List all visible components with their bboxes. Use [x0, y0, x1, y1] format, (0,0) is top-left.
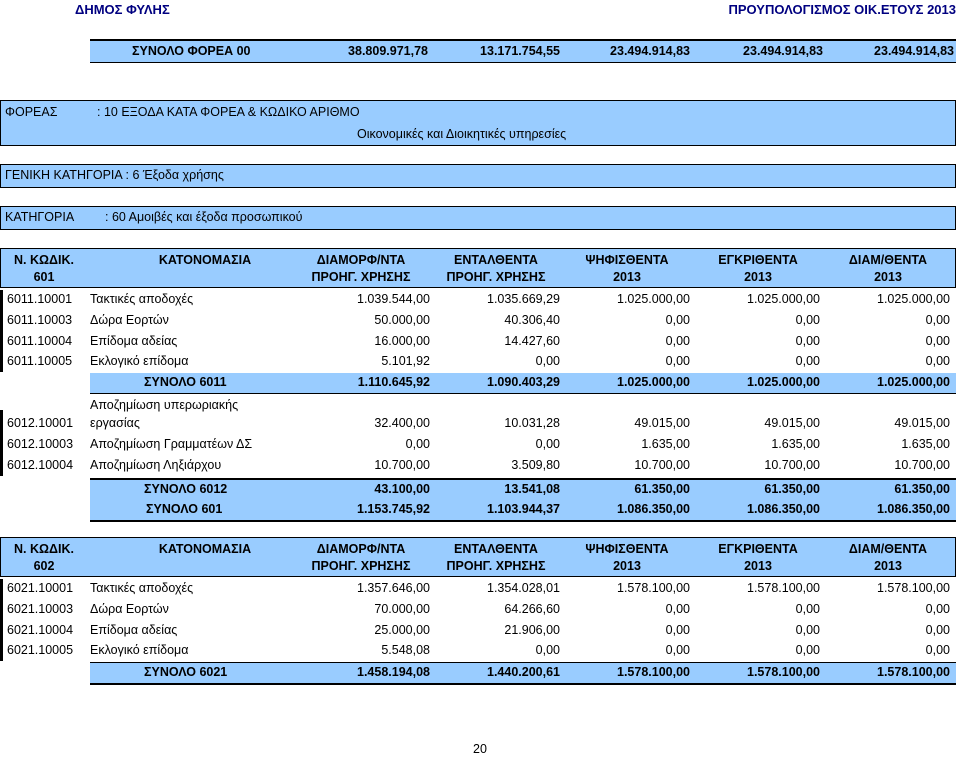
table-row: [0, 332, 956, 352]
row-code: 6011.10001: [7, 292, 73, 306]
total-value: 1.025.000,00: [877, 375, 950, 389]
row-value: 0,00: [795, 623, 820, 637]
entity-box: [0, 100, 956, 146]
total-label: ΣΥΝΟΛΟ 6012: [144, 482, 228, 496]
row-value: 0,00: [925, 623, 950, 637]
row-value: 5.101,92: [381, 354, 430, 368]
col-c2-header: ΕΝΤΑΛΘΕΝΤΑ: [454, 542, 538, 556]
table-row: [0, 352, 956, 372]
table-row: [0, 290, 956, 310]
section-code-602: 602: [33, 559, 55, 573]
row-value: 1.578.100,00: [747, 581, 820, 595]
row-value: 32.400,00: [374, 416, 430, 430]
row-name: Δώρα Εορτών: [90, 602, 169, 616]
row-value: 0,00: [405, 437, 430, 451]
row-value: 1.035.669,29: [487, 292, 560, 306]
col-c5-subheader: 2013: [874, 559, 902, 573]
row-code: 6021.10005: [7, 643, 74, 657]
row-name: εργασίας: [90, 416, 140, 430]
row-value: 0,00: [795, 354, 820, 368]
total-value: 1.440.200,61: [487, 665, 560, 679]
row-value: 49.015,00: [634, 416, 690, 430]
row-value: 1.025.000,00: [877, 292, 950, 306]
row-value: 3.509,80: [511, 458, 560, 472]
row-name: Τακτικές αποδοχές: [90, 292, 194, 306]
total-value: 1.578.100,00: [747, 665, 820, 679]
col-c4-header: ΕΓΚΡΙΘΕΝΤΑ: [718, 542, 798, 556]
total-value: 1.578.100,00: [877, 665, 950, 679]
category-label: ΚΑΤΗΓΟΡΙΑ: [5, 210, 75, 224]
row-value: 14.427,60: [504, 334, 560, 348]
row-value: 1.635,00: [641, 437, 690, 451]
row-value: 0,00: [795, 602, 820, 616]
col-c3-subheader: 2013: [613, 270, 641, 284]
total-value: 1.458.194,08: [357, 665, 430, 679]
row-value: 49.015,00: [764, 416, 820, 430]
row-value: 10.031,28: [504, 416, 560, 430]
row-value: 0,00: [535, 437, 560, 451]
row-value: 70.000,00: [374, 602, 430, 616]
table-row: [0, 396, 956, 432]
table-row: [0, 311, 956, 331]
row-code: 6021.10001: [7, 581, 74, 595]
col-c5-subheader: 2013: [874, 270, 902, 284]
total-value: 1.086.350,00: [747, 502, 820, 516]
row-name: Εκλογικό επίδομα: [90, 354, 189, 368]
row-name-line1: Αποζημίωση υπερωριακής: [90, 398, 239, 412]
row-name: Τακτικές αποδοχές: [90, 581, 194, 595]
row-value: 10.700,00: [764, 458, 820, 472]
row-value: 0,00: [925, 313, 950, 327]
row-name: Εκλογικό επίδομα: [90, 643, 189, 657]
row-value: 1.357.646,00: [357, 581, 430, 595]
row-value: 49.015,00: [894, 416, 950, 430]
table-row: [0, 435, 956, 455]
row-code: 6011.10003: [7, 313, 73, 327]
row-value: 1.039.544,00: [357, 292, 430, 306]
row-value: 1.578.100,00: [877, 581, 950, 595]
total-value: 61.350,00: [894, 482, 950, 496]
entity-total-label: ΣΥΝΟΛΟ ΦΟΡΕΑ 00: [132, 44, 251, 58]
col-c4-subheader: 2013: [744, 270, 772, 284]
row-value: 0,00: [665, 602, 690, 616]
total-value: 61.350,00: [634, 482, 690, 496]
col-c1-subheader: ΠΡΟΗΓ. ΧΡΗΣΗΣ: [311, 270, 411, 284]
total-value: 1.110.645,92: [357, 375, 430, 389]
row-value: 0,00: [795, 334, 820, 348]
row-value: 1.635,00: [771, 437, 820, 451]
entity-total-value-1: 38.809.971,78: [348, 44, 428, 58]
col-c2-header: ΕΝΤΑΛΘΕΝΤΑ: [454, 253, 538, 267]
column-header-602: [0, 537, 956, 577]
row-code: 6011.10004: [7, 334, 73, 348]
section-code-601: 601: [33, 270, 55, 284]
row-value: 0,00: [925, 354, 950, 368]
row-value: 5.548,08: [381, 643, 430, 657]
row-value: 21.906,00: [504, 623, 560, 637]
total-value: 43.100,00: [374, 482, 430, 496]
total-value: 1.025.000,00: [747, 375, 820, 389]
entity-total-value-4: 23.494.914,83: [743, 44, 823, 58]
row-value: 0,00: [925, 602, 950, 616]
col-name-header: ΚΑΤΟΝΟΜΑΣΙΑ: [158, 542, 252, 556]
total-value: 1.103.944,37: [487, 502, 560, 516]
category-value: : 60 Αμοιβές και έξοδα προσωπικού: [105, 210, 303, 224]
row-code: 6012.10003: [7, 437, 74, 451]
row-value: 0,00: [665, 334, 690, 348]
total-6012-row: [90, 478, 956, 501]
total-label: ΣΥΝΟΛΟ 6011: [144, 375, 227, 389]
col-code-header: Ν. ΚΩΔΙΚ.: [14, 542, 74, 556]
category-box: [0, 206, 956, 230]
row-name: Δώρα Εορτών: [90, 313, 169, 327]
row-value: 16.000,00: [374, 334, 430, 348]
row-value: 10.700,00: [374, 458, 430, 472]
col-code-header: Ν. ΚΩΔΙΚ.: [14, 253, 74, 267]
row-value: 1.025.000,00: [617, 292, 690, 306]
entity-total-value-3: 23.494.914,83: [610, 44, 690, 58]
total-value: 1.090.403,29: [487, 375, 560, 389]
row-value: 0,00: [665, 623, 690, 637]
col-c5-header: ΔΙΑΜ/ΘΕΝΤΑ: [848, 253, 928, 267]
total-value: 1.086.350,00: [617, 502, 690, 516]
row-value: 50.000,00: [374, 313, 430, 327]
budget-title: ΠΡΟΥΠΟΛΟΓΙΣΜΟΣ ΟΙΚ.ΕΤΟΥΣ 2013: [728, 2, 956, 17]
general-category-text: ΓΕΝΙΚΗ ΚΑΤΗΓΟΡΙΑ : 6 Έξοδα χρήσης: [5, 168, 224, 182]
row-name: Αποζημίωση Γραμματέων ΔΣ: [90, 437, 253, 451]
col-c3-header: ΨΗΦΙΣΘΕΝΤΑ: [585, 253, 669, 267]
total-value: 1.086.350,00: [877, 502, 950, 516]
row-code: 6021.10003: [7, 602, 74, 616]
total-6011-row: [90, 373, 956, 394]
total-value: 1.025.000,00: [617, 375, 690, 389]
row-value: 10.700,00: [634, 458, 690, 472]
total-601-row: [90, 500, 956, 522]
col-name-header: ΚΑΤΟΝΟΜΑΣΙΑ: [158, 253, 252, 267]
entity-total-value-2: 13.171.754,55: [480, 44, 560, 58]
total-label: ΣΥΝΟΛΟ 6021: [144, 665, 228, 679]
row-value: 0,00: [665, 643, 690, 657]
row-value: 40.306,40: [504, 313, 560, 327]
total-value: 13.541,08: [504, 482, 560, 496]
row-value: 1.635,00: [901, 437, 950, 451]
table-row: [0, 621, 956, 641]
row-value: 0,00: [795, 313, 820, 327]
col-c2-subheader: ΠΡΟΗΓ. ΧΡΗΣΗΣ: [446, 270, 546, 284]
total-6021-row: [90, 662, 956, 685]
row-value: 0,00: [665, 313, 690, 327]
total-value: 1.153.745,92: [357, 502, 430, 516]
row-code: 6012.10004: [7, 458, 74, 472]
col-c5-header: ΔΙΑΜ/ΘΕΝΤΑ: [848, 542, 928, 556]
table-row: [0, 456, 956, 476]
row-value: 0,00: [535, 643, 560, 657]
row-code: 6021.10004: [7, 623, 74, 637]
row-value: 0,00: [925, 643, 950, 657]
row-value: 0,00: [925, 334, 950, 348]
page-number: 20: [473, 742, 487, 756]
row-value: 0,00: [535, 354, 560, 368]
total-value: 1.578.100,00: [617, 665, 690, 679]
col-c1-header: ΔΙΑΜΟΡΦ/ΝΤΑ: [316, 253, 406, 267]
total-label: ΣΥΝΟΛΟ 601: [146, 502, 223, 516]
row-name: Αποζημίωση Ληξιάρχου: [90, 458, 222, 472]
municipality-title: ΔΗΜΟΣ ΦΥΛΗΣ: [75, 2, 170, 17]
table-row: [0, 600, 956, 620]
table-row: [0, 641, 956, 661]
col-c3-subheader: 2013: [613, 559, 641, 573]
total-value: 61.350,00: [764, 482, 820, 496]
entity-total-value-5: 23.494.914,83: [874, 44, 954, 58]
row-value: 25.000,00: [374, 623, 430, 637]
entity-label: ΦΟΡΕΑΣ: [5, 105, 58, 119]
col-c1-subheader: ΠΡΟΗΓ. ΧΡΗΣΗΣ: [311, 559, 411, 573]
col-c2-subheader: ΠΡΟΗΓ. ΧΡΗΣΗΣ: [446, 559, 546, 573]
col-c4-header: ΕΓΚΡΙΘΕΝΤΑ: [718, 253, 798, 267]
col-c3-header: ΨΗΦΙΣΘΕΝΤΑ: [585, 542, 669, 556]
row-code: 6011.10005: [7, 354, 73, 368]
row-name: Επίδομα αδείας: [90, 623, 178, 637]
row-code: 6012.10001: [7, 416, 74, 430]
table-row: [0, 579, 956, 599]
col-c1-header: ΔΙΑΜΟΡΦ/ΝΤΑ: [316, 542, 406, 556]
row-value: 0,00: [795, 643, 820, 657]
column-header-601: [0, 248, 956, 288]
col-c4-subheader: 2013: [744, 559, 772, 573]
general-category-box: [0, 164, 956, 188]
row-name: Επίδομα αδείας: [90, 334, 178, 348]
row-value: 1.578.100,00: [617, 581, 690, 595]
row-value: 10.700,00: [894, 458, 950, 472]
entity-value: : 10 ΕΞΟΔΑ ΚΑΤΑ ΦΟΡΕΑ & ΚΩΔΙΚΟ ΑΡΙΘΜΟ: [97, 105, 360, 119]
row-value: 64.266,60: [504, 602, 560, 616]
row-value: 1.354.028,01: [487, 581, 560, 595]
row-value: 1.025.000,00: [747, 292, 820, 306]
row-value: 0,00: [665, 354, 690, 368]
entity-subtitle: Οικονομικές και Διοικητικές υπηρεσίες: [357, 127, 567, 141]
entity-total-bar: [90, 39, 956, 63]
